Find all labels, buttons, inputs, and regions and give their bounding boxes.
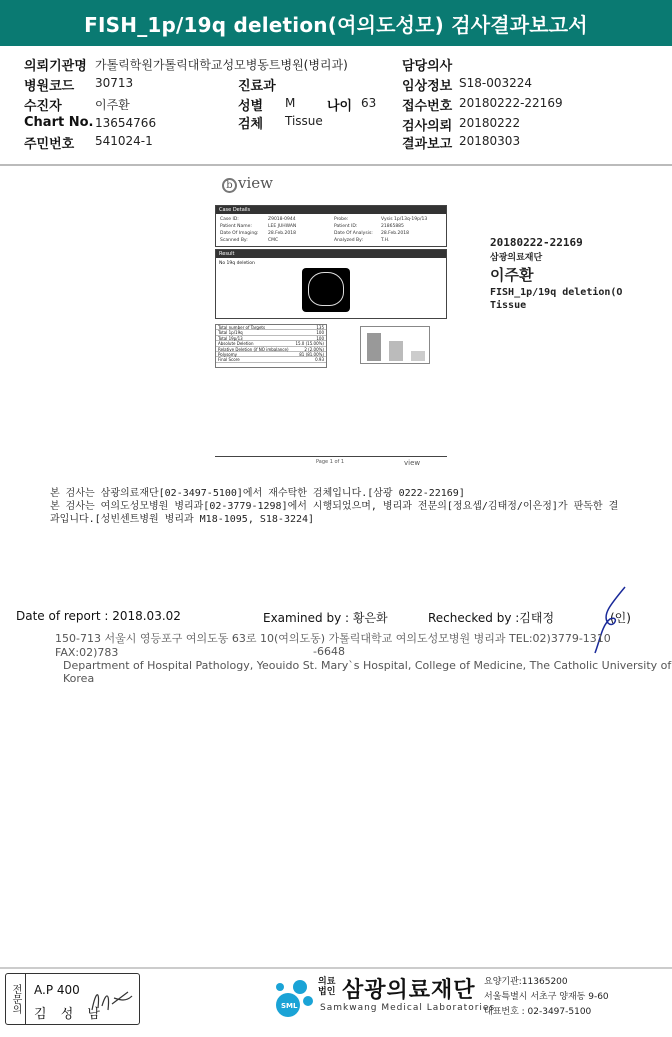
patient-info: [0, 53, 672, 165]
note-line: 본 검사는 여의도성모병원 병리과[02-3779-1298]에서 시행되었으며, 병리과 전문의[정요셉/김태정/이은정]가 판독한 결: [50, 501, 619, 512]
bioview-logo: [222, 174, 273, 193]
case-details-box: [215, 205, 447, 247]
stats-row: Total 1p/19q 100: [218, 330, 324, 336]
case-cell: Date Of Analysis:: [334, 231, 373, 236]
address-line: 150-713 서울시 영등포구 여의도동 63로 10(여의도동) 가톨릭대학교 여의도성모병원 병리과 TEL:02)3779-1310 FAX:02)783: [55, 632, 611, 659]
resident-label: 주민번호: [24, 137, 75, 152]
result-box: [215, 249, 447, 319]
organization-footer: [270, 973, 670, 1025]
scan-footer-line: [215, 456, 447, 457]
sex-value: M: [285, 96, 296, 110]
chart-bar: [411, 351, 425, 361]
report-title: FISH_1p/19q deletion(여의도성모) 검사결과보고서: [0, 0, 672, 46]
clinical-value: S18-003224: [459, 76, 533, 90]
sticker-test: FISH_1p/19q deletion(O: [490, 287, 623, 298]
case-cell: Analyzed By:: [334, 238, 363, 243]
sex-label: 성별: [238, 99, 264, 114]
request-value: 20180222: [459, 116, 521, 130]
mini-bioview-logo: view: [404, 459, 421, 467]
sml-text: SML: [281, 1002, 298, 1010]
divider: [0, 164, 672, 166]
receipt-label: 접수번호: [402, 99, 453, 114]
specimen-label: 검체: [238, 117, 264, 132]
age-label: 나이: [327, 99, 353, 114]
stats-row: Relative Deletion (if NO imbalance) 2 (2.00%): [218, 346, 324, 352]
specialist-label: 전문의: [6, 974, 26, 1024]
chart-bar: [367, 333, 381, 361]
req-hospital-value: 가톨릭학원가톨릭대학교성모병동트병원(병리과): [95, 58, 348, 72]
sticker-specimen: Tissue: [490, 300, 527, 311]
sticker-patient: 이주환: [490, 266, 534, 284]
receipt-value: 20180222-22169: [459, 96, 563, 110]
stats-row: Total 19p/13 100: [218, 335, 324, 341]
patient-value: 이주환: [95, 98, 130, 112]
report-date: Date of report : 2018.03.02: [16, 609, 181, 623]
case-cell: Patient Name:: [220, 224, 252, 229]
rechecked-by: Rechecked by :김태정: [428, 611, 555, 625]
address-line-2: -6648: [313, 645, 345, 658]
org-name: 삼광의료재단: [342, 978, 476, 1003]
specialist-name: 김 성 남: [34, 1007, 105, 1022]
clinical-label: 임상정보: [402, 79, 453, 94]
page-number: Page 1 of 1: [316, 459, 345, 465]
case-header: Case Details: [216, 206, 446, 214]
sticker-receipt-no: 20180222-22169: [490, 236, 583, 249]
chart-bar: [389, 341, 403, 361]
specimen-value: Tissue: [285, 114, 323, 128]
age-value: 63: [361, 96, 377, 110]
sticker-org: 삼광의료재단: [490, 253, 543, 263]
specialist-box: [5, 973, 140, 1025]
resident-value: 541024-1: [95, 134, 153, 148]
notes: [50, 487, 650, 526]
case-cell: CMC: [268, 238, 279, 243]
stats-row: Final Score 0.93: [218, 357, 324, 363]
stats-row: Total number of Targets 135: [218, 325, 324, 330]
case-cell: Vysis 1p/13q-19p/13: [381, 217, 428, 222]
case-cell: LEE JUHWAN: [268, 224, 297, 229]
specialist-license: A.P 400: [34, 983, 80, 997]
req-hospital-label: 의뢰기관명: [24, 59, 87, 74]
bottom-divider: [0, 967, 672, 969]
stats-row: Polysomy 81 (81.00%): [218, 351, 324, 357]
case-cell: T.H.: [381, 238, 390, 243]
org-code: 요양기관:11365200: [484, 977, 568, 987]
case-cell: 21865885: [381, 224, 404, 229]
org-contact: [484, 975, 609, 1020]
chart-value: 13654766: [95, 116, 157, 130]
case-cell: Date Of Imaging:: [220, 231, 259, 236]
org-phone: 대표번호 : 02-3497-5100: [484, 1007, 592, 1017]
case-cell: 28.Feb.2018: [268, 231, 297, 236]
stats-table: [215, 324, 327, 368]
specimen-label-sticker: [490, 236, 622, 311]
note-line: 과입니다.[성빈센트병원 병리과 M18-1095, S18-3224]: [50, 514, 315, 525]
patient-label: 수진자: [24, 99, 62, 114]
note-line: 본 검사는 삼광의료재단[02-3497-5100]에서 재수탁한 검체입니다.[삼광 0222-22169]: [50, 488, 465, 499]
case-cell: Probe:: [334, 217, 349, 222]
sml-logo-icon: [270, 975, 316, 1021]
dept-label: 진료과: [238, 79, 276, 94]
result-value: 20180303: [459, 134, 521, 148]
corp-label: 의료 법인: [318, 977, 336, 997]
mini-chart: [360, 326, 430, 364]
fish-cell-image: [302, 268, 350, 312]
result-text: No 19q deletion: [219, 261, 255, 266]
examined-by: Examined by : 황은화: [263, 611, 388, 625]
case-cell: Case ID:: [220, 217, 239, 222]
hosp-code-value: 30713: [95, 76, 134, 90]
logo-mark-icon: b: [222, 178, 237, 193]
result-label: 결과보고: [402, 137, 453, 152]
case-cell: Patient ID:: [334, 224, 358, 229]
case-cell: 28.Feb.2018: [381, 231, 410, 236]
org-address: 서울특별시 서초구 양재동 9-60: [484, 992, 609, 1002]
logo-text: view: [238, 174, 273, 192]
department-line: Department of Hospital Pathology, Yeouido St. Mary`s Hospital, College of Medicine, The Catholic University of Korea: [63, 659, 672, 685]
specialist-signature: [88, 984, 136, 1016]
result-header: Result: [216, 250, 446, 258]
stats-row: Absolute Deletion 15.0 (15.00%): [218, 341, 324, 347]
chart-label: Chart No.: [24, 115, 94, 130]
request-label: 검사의뢰: [402, 119, 453, 134]
case-cell: Scanned By:: [220, 238, 248, 243]
doctor-label: 담당의사: [402, 59, 453, 74]
hosp-code-label: 병원코드: [24, 79, 75, 94]
case-cell: Z9018-0944: [268, 217, 296, 222]
seal-mark: (인): [610, 611, 631, 625]
org-english: Samkwang Medical Laboratories: [320, 1003, 496, 1013]
